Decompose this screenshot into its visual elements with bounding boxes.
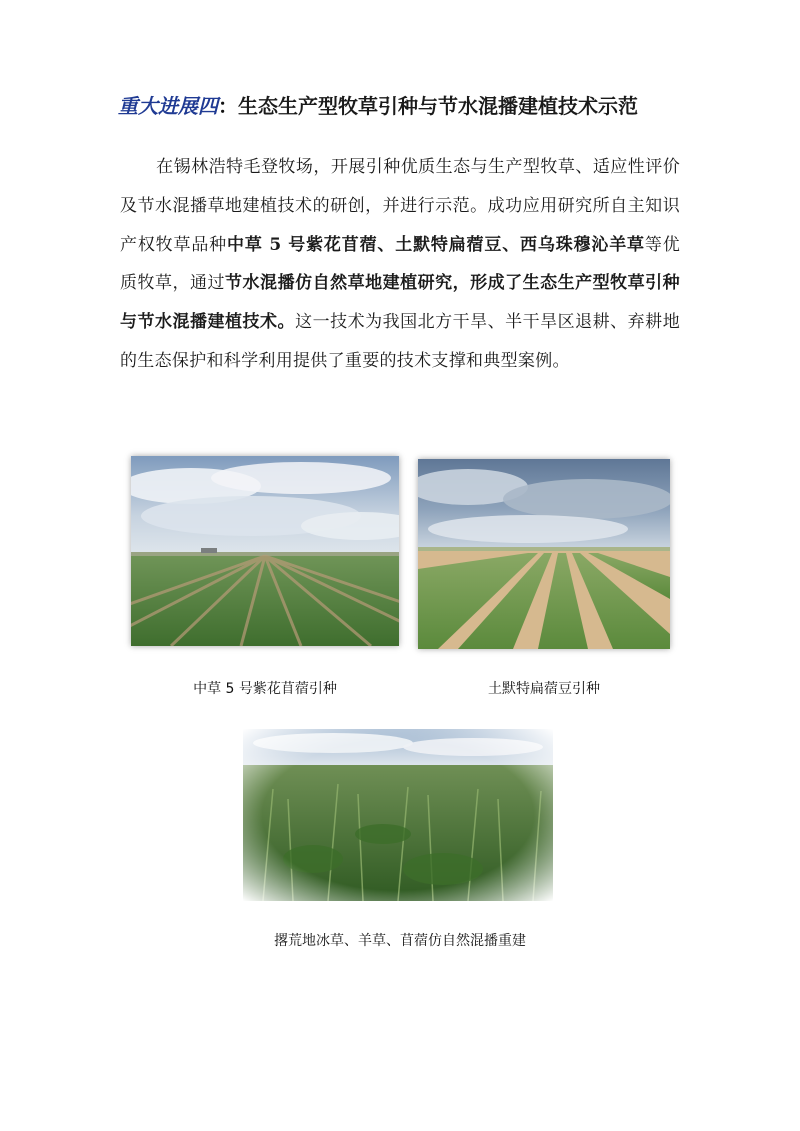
paragraph-run-2-bold: 中草 5 号紫花苜蓿、土默特扁蓿豆、西乌珠穆沁羊草 <box>226 234 645 255</box>
paragraph-run-3: 等优质牧草，通过 <box>120 234 680 294</box>
mixed-grassland-photo <box>243 729 553 901</box>
heading-title: 生态生产型牧草引种与节水混播建植技术示范 <box>238 94 638 118</box>
section-heading <box>118 90 698 122</box>
body-paragraph <box>120 148 680 381</box>
heading-colon: ： <box>218 94 238 118</box>
heading-lead: 重大进展四 <box>118 94 218 118</box>
paragraph-run-5: 这一技术为我国北方干旱、半干旱区退耕、弃耕地的生态保护和科学利用提供了重要的技术支撑和典型案例。 <box>120 312 680 371</box>
medicago-photo-caption: 土默特扁蓿豆引种 <box>488 681 600 697</box>
alfalfa-field-photo <box>131 456 399 646</box>
medicago-field-photo <box>418 459 670 649</box>
paragraph-run-1: 在锡林浩特毛登牧场，开展引种优质生态与生产型牧草、适应性评价及节水混播草地建植技术的研创，并进行示范。成功应用研究所自主知识产权牧草品种 <box>120 157 680 255</box>
paragraph-run-4-bold: 节水混播仿自然草地建植研究，形成了生态生产型牧草引种与节水混播建植技术。 <box>120 273 680 333</box>
mixed-grassland-caption: 撂荒地冰草、羊草、苜蓿仿自然混播重建 <box>274 933 526 949</box>
alfalfa-photo-caption: 中草 5 号紫花苜蓿引种 <box>193 681 337 697</box>
